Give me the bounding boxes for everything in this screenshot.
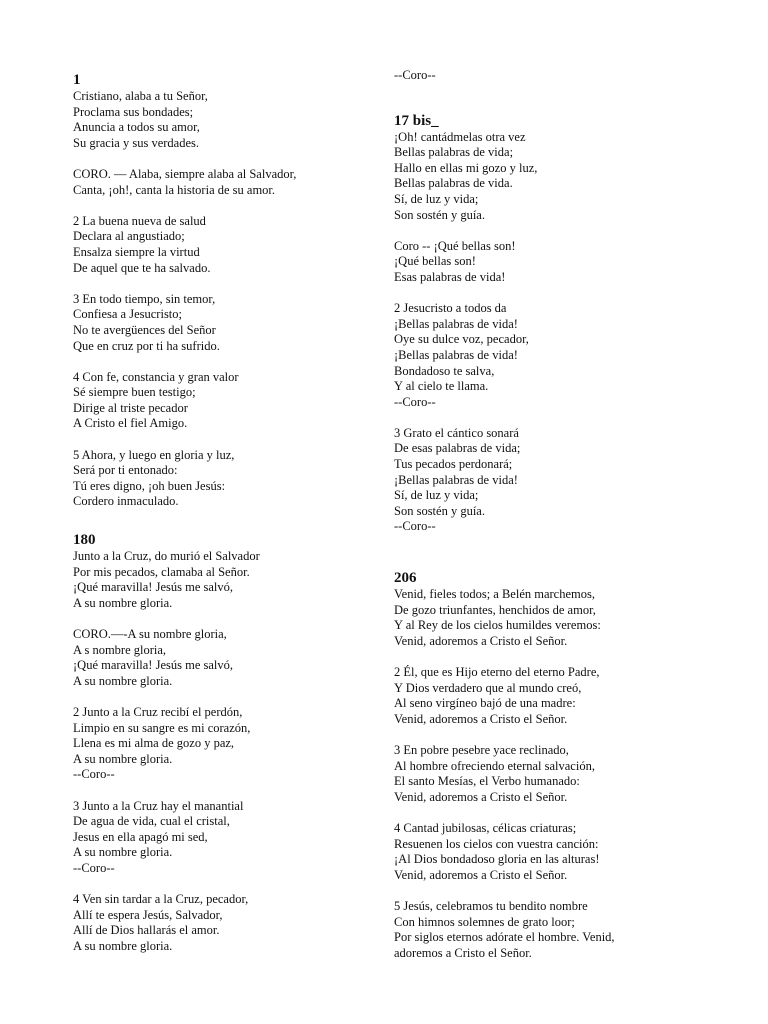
stanza bbox=[73, 627, 373, 689]
verse-line: Y al cielo te llama. bbox=[394, 379, 489, 394]
verse-line: Venid, adoremos a Cristo el Señor. bbox=[394, 711, 568, 726]
hymn-number: 180 bbox=[73, 532, 96, 549]
stanza bbox=[394, 587, 734, 649]
verse-line: 2 La buena nueva de salud bbox=[73, 213, 206, 228]
verse-line: Con himnos solemnes de grato loor; bbox=[394, 914, 575, 929]
verse-line: ¡Bellas palabras de vida! bbox=[394, 347, 518, 362]
verse-line: Venid, adoremos a Cristo el Señor. bbox=[394, 789, 568, 804]
verse-line: De esas palabras de vida; bbox=[394, 441, 521, 456]
right-column bbox=[394, 0, 734, 961]
hymn-1 bbox=[73, 72, 373, 510]
verse-line: A su nombre gloria. bbox=[73, 938, 173, 953]
verse-line: Allí te espera Jesús, Salvador, bbox=[73, 907, 223, 922]
verse-line: A su nombre gloria. bbox=[73, 595, 173, 610]
verse-line: Por siglos eternos adórate el hombre. Venid, bbox=[394, 930, 615, 945]
verse-line: 3 Junto a la Cruz hay el manantial bbox=[73, 798, 244, 813]
verse-line: Por mis pecados, clamaba al Señor. bbox=[73, 564, 250, 579]
verse-line: El santo Mesías, el Verbo humanado: bbox=[394, 774, 580, 789]
verse-line: A s nombre gloria, bbox=[73, 642, 167, 657]
verse-line: Cordero inmaculado. bbox=[73, 494, 179, 509]
verse-line: Su gracia y sus verdades. bbox=[73, 135, 200, 150]
stanza bbox=[73, 448, 373, 510]
verse-line: Son sostén y guía. bbox=[394, 503, 485, 518]
stanza bbox=[394, 899, 734, 961]
verse-line: A Cristo el fiel Amigo. bbox=[73, 416, 188, 431]
verse-line: Son sostén y guía. bbox=[394, 207, 485, 222]
verse-line: Anuncia a todos su amor, bbox=[73, 120, 200, 135]
verse-line: A su nombre gloria. bbox=[73, 751, 173, 766]
verse-line: Venid, adoremos a Cristo el Señor. bbox=[394, 867, 568, 882]
verse-line: --Coro-- bbox=[394, 394, 436, 409]
verse-line: CORO.—-A su nombre gloria, bbox=[73, 627, 227, 641]
verse-line: 3 Grato el cántico sonará bbox=[394, 425, 519, 440]
verse-line: Tú eres digno, ¡oh buen Jesús: bbox=[73, 478, 226, 493]
verse-line: 3 En pobre pesebre yace reclinado, bbox=[394, 742, 569, 757]
verse-line: ¡Qué maravilla! Jesús me salvó, bbox=[73, 580, 234, 595]
verse-line: 4 Cantad jubilosas, célicas criaturas; bbox=[394, 820, 577, 835]
hymn-number: 206 bbox=[394, 570, 417, 587]
verse-line: Será por ti entonado: bbox=[73, 463, 178, 478]
verse-line: Al hombre ofreciendo eternal salvación, bbox=[394, 758, 595, 773]
verse-line: 2 Jesucristo a todos da bbox=[394, 301, 507, 316]
verse-line: Venid, fieles todos; a Belén marchemos, bbox=[394, 587, 595, 602]
verse-line: CORO. — Alaba, siempre alaba al Salvador, bbox=[73, 166, 297, 181]
verse-line: Coro -- ¡Qué bellas son! bbox=[394, 238, 516, 253]
verse-line: Oye su dulce voz, pecador, bbox=[394, 332, 529, 347]
stanza bbox=[73, 214, 373, 276]
verse-line: ¡Al Dios bondadoso gloria en las alturas! bbox=[394, 852, 600, 867]
verse-line: 2 Junto a la Cruz recibí el perdón, bbox=[73, 704, 243, 719]
stanza bbox=[394, 743, 734, 805]
verse-line: Bellas palabras de vida; bbox=[394, 145, 514, 160]
verse-line: Sé siempre buen testigo; bbox=[73, 385, 196, 400]
verse-line: adoremos a Cristo el Señor. bbox=[394, 945, 532, 960]
verse-line: ¡Oh! cantádmelas otra vez bbox=[394, 129, 526, 144]
hymn-17-bis bbox=[394, 113, 734, 535]
stanza bbox=[73, 892, 373, 954]
verse-line: Ensalza siempre la virtud bbox=[73, 244, 200, 259]
verse-line: Dirige al triste pecador bbox=[73, 400, 188, 415]
verse-line: Que en cruz por ti ha sufrido. bbox=[73, 338, 220, 353]
verse-line: 4 Ven sin tardar a la Cruz, pecador, bbox=[73, 892, 249, 907]
stanza bbox=[394, 821, 734, 883]
hymn-number: 1 bbox=[73, 72, 81, 88]
verse-line: Sí, de luz y vida; bbox=[394, 191, 479, 206]
verse-line: Resuenen los cielos con vuestra canción: bbox=[394, 836, 599, 851]
verse-line: Confiesa a Jesucristo; bbox=[73, 307, 183, 322]
verse-line: Jesus en ella apagó mi sed, bbox=[73, 829, 208, 844]
stanza bbox=[73, 799, 373, 877]
stanza bbox=[73, 89, 373, 151]
verse-line: 3 En todo tiempo, sin temor, bbox=[73, 291, 216, 306]
verse-line: --Coro-- bbox=[394, 519, 436, 534]
verse-line: De aquel que te ha salvado. bbox=[73, 260, 211, 275]
stanza bbox=[394, 301, 734, 410]
stanza bbox=[73, 370, 373, 432]
verse-line: Llena es mi alma de gozo y paz, bbox=[73, 736, 235, 751]
verse-line: --Coro-- bbox=[73, 860, 115, 875]
verse-line: Bellas palabras de vida. bbox=[394, 176, 513, 191]
verse-line: Sí, de luz y vida; bbox=[394, 488, 479, 503]
hymn-number: 17 bis_ bbox=[394, 112, 439, 129]
verse-line: Declara al angustiado; bbox=[73, 229, 185, 244]
stanza bbox=[73, 705, 373, 783]
verse-line: 2 Él, que es Hijo eterno del eterno Padre, bbox=[394, 665, 600, 679]
verse-line: Venid, adoremos a Cristo el Señor. bbox=[394, 633, 568, 648]
verse-line: ¡Bellas palabras de vida! bbox=[394, 472, 518, 487]
verse-line: Allí de Dios hallarás el amor. bbox=[73, 923, 220, 938]
chorus-reference: --Coro-- bbox=[394, 68, 436, 82]
verse-line: ¡Qué maravilla! Jesús me salvó, bbox=[73, 658, 234, 673]
verse-line: Y al Rey de los cielos humildes veremos: bbox=[394, 618, 601, 633]
verse-line: No te avergüences del Señor bbox=[73, 322, 216, 337]
verse-line: De gozo triunfantes, henchidos de amor, bbox=[394, 602, 596, 617]
stanza bbox=[73, 292, 373, 354]
verse-line: 5 Jesús, celebramos tu bendito nombre bbox=[394, 898, 588, 913]
verse-line: De agua de vida, cual el cristal, bbox=[73, 814, 230, 829]
verse-line: Hallo en ellas mi gozo y luz, bbox=[394, 160, 538, 175]
stanza bbox=[394, 239, 734, 286]
verse-line: Bondadoso te salva, bbox=[394, 363, 495, 378]
verse-line: 5 Ahora, y luego en gloria y luz, bbox=[73, 447, 235, 462]
verse-line: Limpio en su sangre es mi corazón, bbox=[73, 720, 251, 735]
left-column bbox=[73, 0, 373, 954]
verse-line: --Coro-- bbox=[73, 767, 115, 782]
verse-line: 4 Con fe, constancia y gran valor bbox=[73, 369, 239, 384]
verse-line: Y Dios verdadero que al mundo creó, bbox=[394, 680, 582, 695]
verse-line: Proclama sus bondades; bbox=[73, 104, 194, 119]
stanza bbox=[394, 665, 734, 727]
verse-line: A su nombre gloria. bbox=[73, 673, 173, 688]
hymn-180 bbox=[73, 532, 373, 954]
verse-line: Cristiano, alaba a tu Señor, bbox=[73, 89, 208, 103]
verse-line: A su nombre gloria. bbox=[73, 845, 173, 860]
stanza bbox=[73, 549, 373, 611]
verse-line: Al seno virgíneo bajó de una madre: bbox=[394, 696, 576, 711]
stanza bbox=[394, 130, 734, 224]
verse-line: Esas palabras de vida! bbox=[394, 269, 506, 284]
verse-line: Junto a la Cruz, do murió el Salvador bbox=[73, 549, 260, 564]
verse-line: Tus pecados perdonará; bbox=[394, 457, 513, 472]
verse-line: ¡Bellas palabras de vida! bbox=[394, 316, 518, 331]
verse-line: Canta, ¡oh!, canta la historia de su amor. bbox=[73, 182, 276, 197]
stanza bbox=[394, 426, 734, 535]
verse-line: ¡Qué bellas son! bbox=[394, 254, 476, 269]
stanza bbox=[73, 167, 373, 198]
hymn-206 bbox=[394, 570, 734, 961]
